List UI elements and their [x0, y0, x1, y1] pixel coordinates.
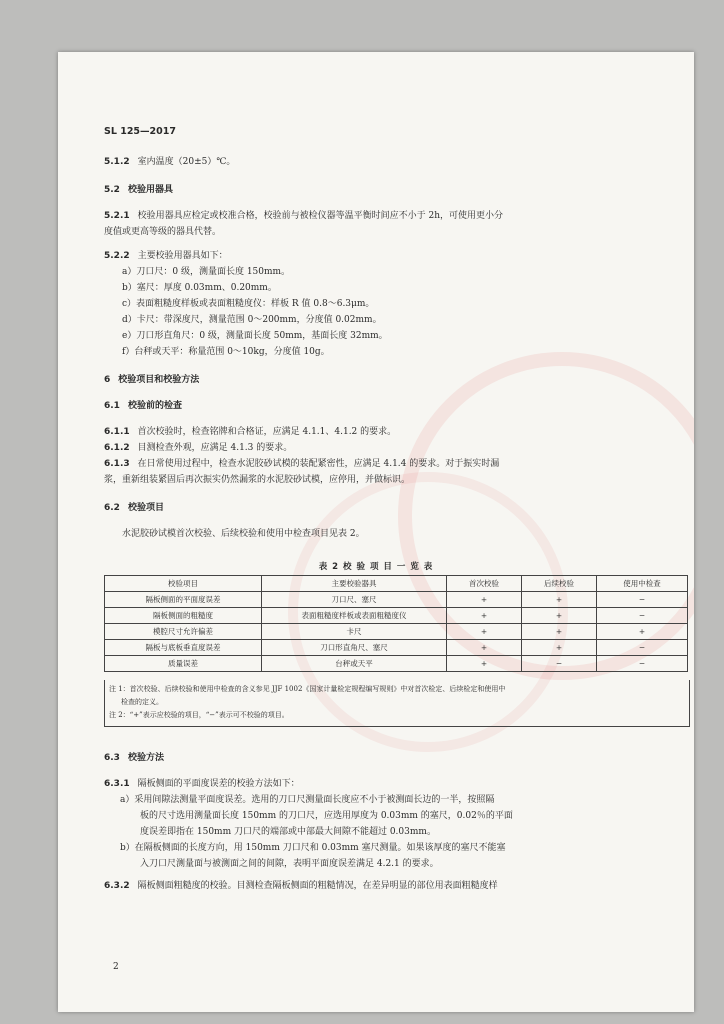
table-cell: 刀口尺、塞尺 [262, 592, 447, 608]
standard-code-header: SL 125—2017 [104, 126, 176, 137]
text-line [122, 314, 382, 326]
clause-text: e）刀口形直角尺：0 级，测量面长度 50mm，基面长度 32mm。 [122, 331, 388, 341]
clause-number: 6.2 [104, 503, 120, 513]
clause-number: 6.1.2 [104, 443, 130, 453]
text-line [120, 842, 506, 854]
clause-text: 校验用器具 [127, 185, 173, 195]
clause-text: 室内温度（20±5）℃。 [137, 157, 236, 167]
clause-text: d）卡尺：带深度尺，测量范围 0～200mm，分度值 0.02mm。 [122, 315, 382, 325]
clause-text: 主要校验用器具如下： [137, 251, 228, 261]
table-cell: 卡尺 [262, 624, 447, 640]
text-line [122, 266, 290, 278]
clause-text: 水泥胶砂试模首次校验、后续校验和使用中检查项目见表 2。 [122, 529, 365, 539]
table-cell: − [522, 656, 597, 672]
table-row [105, 640, 688, 656]
table-2 [104, 575, 688, 672]
text-line [104, 156, 235, 168]
table-cell: + [447, 640, 522, 656]
clause-text: 度误差即指在 150mm 刀口尺的端部或中部最大间隙不能超过 0.03mm。 [140, 827, 436, 837]
table-cell: + [522, 624, 597, 640]
table-cell: + [447, 592, 522, 608]
table-cell: − [597, 656, 688, 672]
clause-number: 6.3.2 [104, 881, 130, 891]
table-cell: − [597, 608, 688, 624]
clause-text: b）在隔板侧面的长度方向，用 150mm 刀口尺和 0.03mm 塞尺测量。如果该厚度的塞尺不能塞 [120, 843, 506, 853]
text-line [104, 474, 410, 486]
text-line [140, 858, 439, 870]
clause-text: 校验项目 [127, 503, 164, 513]
clause-text: 浆，重新组装紧固后再次振实仍然漏浆的水泥胶砂试模，应停用，并做标识。 [104, 475, 411, 485]
clause-number: 6.3.1 [104, 779, 130, 789]
table-header-row [105, 576, 688, 592]
table-cell: 质量误差 [105, 656, 262, 672]
text-line [104, 778, 300, 790]
clause-text: 校验方法 [127, 753, 164, 763]
table-row [105, 624, 688, 640]
clause-text: c）表面粗糙度样板或表面粗糙度仪：样板 R 值 0.8～6.3μm。 [122, 299, 375, 309]
table-cell: 表面粗糙度样板或表面粗糙度仪 [262, 608, 447, 624]
clause-text: 校验前的检查 [127, 401, 182, 411]
table-row [105, 608, 688, 624]
page-number: 2 [113, 962, 119, 972]
table-cell: 隔板侧面的粗糙度 [105, 608, 262, 624]
clause-number: 6.1.1 [104, 427, 130, 437]
col-header: 主要校验器具 [262, 576, 447, 592]
clause-number: 5.1.2 [104, 157, 130, 167]
table-cell: 隔板侧面的平面度误差 [105, 592, 262, 608]
table-cell: 隔板与底板垂直度误差 [105, 640, 262, 656]
text-line [122, 330, 388, 342]
clause-number: 5.2.2 [104, 251, 130, 261]
table-cell: + [597, 624, 688, 640]
clause-text: 隔板侧面的平面度误差的校验方法如下： [137, 779, 300, 789]
table-cell: + [447, 624, 522, 640]
table-notes [104, 680, 690, 727]
col-header: 校验项目 [105, 576, 262, 592]
table-cell: + [447, 608, 522, 624]
col-header: 使用中检查 [597, 576, 688, 592]
clause-text: 校验用器具应检定或校准合格，校验前与被检仪器等温平衡时间应不小于 2h，可使用更小分 [137, 211, 504, 221]
text-line [104, 250, 228, 262]
text-line [104, 210, 503, 222]
text-line [140, 810, 513, 822]
text-line [104, 752, 164, 764]
clause-text: b）塞尺：厚度 0.03mm、0.20mm。 [122, 283, 277, 293]
text-line [122, 282, 277, 294]
table-cell: 台秤或天平 [262, 656, 447, 672]
text-line [104, 184, 173, 196]
table-cell: + [522, 640, 597, 656]
table-cell: + [522, 608, 597, 624]
col-header: 后续校验 [522, 576, 597, 592]
clause-number: 6.1 [104, 401, 120, 411]
text-line [104, 226, 221, 238]
text-line [104, 502, 164, 514]
table-cell: + [522, 592, 597, 608]
clause-text: 首次校验时，检查铭牌和合格证，应满足 4.1.1、4.1.2 的要求。 [137, 427, 397, 437]
table-note: 注 2：“+”表示应校验的项目，“−”表示可不校验的项目。 [109, 711, 289, 719]
text-line [122, 528, 365, 540]
table-cell: 刀口形直角尺、塞尺 [262, 640, 447, 656]
table-row [105, 656, 688, 672]
text-line [120, 794, 494, 806]
clause-text: 入刀口尺测量面与被测面之间的间隙，表明平面度误差满足 4.2.1 的要求。 [140, 859, 439, 869]
table-note: 注 1：首次校验、后续校验和使用中检查的含义参见 JJF 1002《国家计量检定规程编写规则》中对首次检定、后续检定和使用中 [109, 685, 506, 693]
clause-number: 6 [104, 375, 111, 385]
text-line [104, 374, 199, 386]
document-page [58, 52, 694, 1012]
clause-text: 在日常使用过程中，检查水泥胶砂试模的装配紧密性，应满足 4.1.4 的要求。对于振实时漏 [137, 459, 500, 469]
table-cell: + [447, 656, 522, 672]
clause-number: 6.3 [104, 753, 120, 763]
text-line [104, 458, 499, 470]
col-header: 首次校验 [447, 576, 522, 592]
clause-text: 校验项目和校验方法 [118, 375, 200, 385]
text-line [104, 400, 182, 412]
clause-text: f）台秤或天平：称量范围 0～10kg，分度值 10g。 [122, 347, 330, 357]
text-line [122, 346, 330, 358]
table-cell: − [597, 640, 688, 656]
clause-text: 度值或更高等级的器具代替。 [104, 227, 222, 237]
table-caption: 表 2 校 验 项 目 一 览 表 [318, 562, 434, 572]
table-cell: 模腔尺寸允许偏差 [105, 624, 262, 640]
clause-text: a）采用间隙法测量平面度误差。选用的刀口尺测量面长度应不小于被测面长边的一半，按照隔 [120, 795, 495, 805]
text-line [140, 826, 436, 838]
table-cell: − [597, 592, 688, 608]
text-line [104, 880, 498, 892]
clause-number: 5.2 [104, 185, 120, 195]
clause-text: a）刀口尺：0 级，测量面长度 150mm。 [122, 267, 291, 277]
text-line [122, 298, 374, 310]
table-row [105, 592, 688, 608]
table-note: 检查的定义。 [121, 698, 163, 706]
clause-text: 板的尺寸选用测量面长度 150mm 的刀口尺，应选用厚度为 0.03mm 的塞尺，0.02％的平面 [140, 811, 513, 821]
clause-number: 6.1.3 [104, 459, 130, 469]
clause-text: 目测检查外观，应满足 4.1.3 的要求。 [137, 443, 293, 453]
text-line [104, 426, 396, 438]
text-line [104, 442, 292, 454]
clause-number: 5.2.1 [104, 211, 130, 221]
clause-text: 隔板侧面粗糙度的校验。目测检查隔板侧面的粗糙情况，在差异明显的部位用表面粗糙度样 [137, 881, 498, 891]
